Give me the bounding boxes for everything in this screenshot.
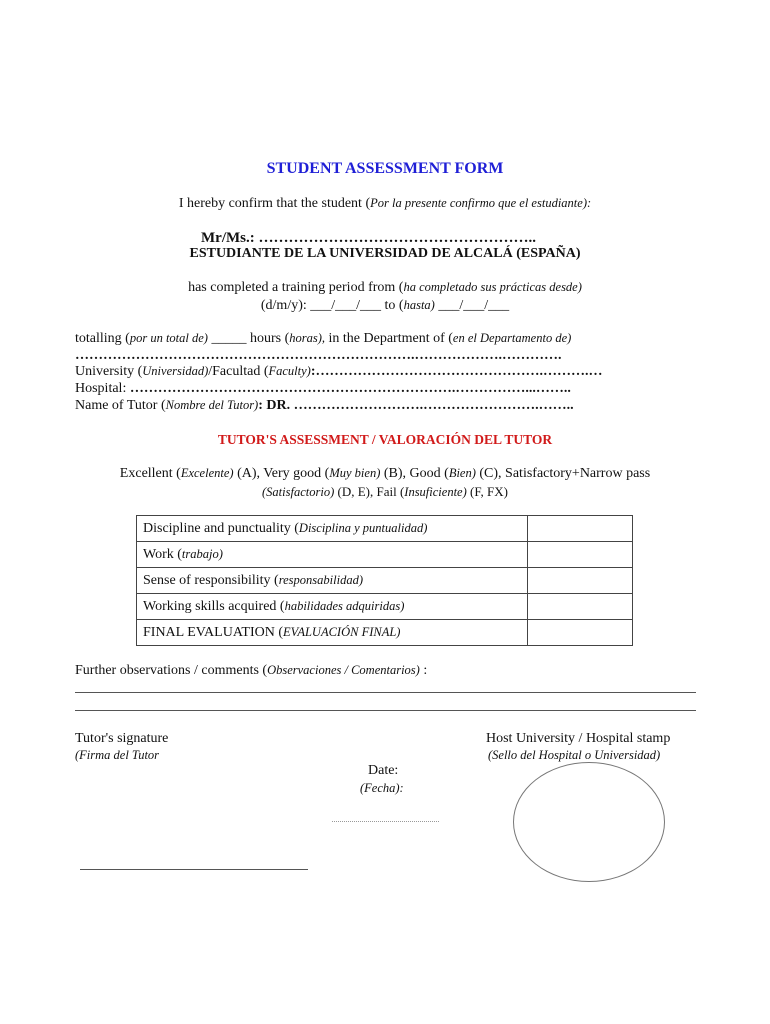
scale-b: Excelente) (180, 466, 234, 480)
university-d: Faculty) (268, 364, 311, 378)
scale-k: (F, FX) (466, 484, 508, 499)
scale-f: Bien) (448, 466, 476, 480)
stamp-label-es: (Sello del Hospital o Universidad) (488, 748, 661, 762)
tutors-assessment-heading: TUTOR'S ASSESSMENT / VALORACIÓN DEL TUTOR (217, 432, 553, 447)
dates-line (0, 298, 770, 314)
scale-j: Insuficiente) (404, 485, 467, 499)
date-label-es: (Fecha): (360, 781, 404, 795)
scale-g: (C), Satisfactory+Narrow pass (475, 466, 651, 481)
signature-label: Tutor's signature (75, 731, 169, 746)
date-label: Date: (368, 763, 399, 778)
university-line (75, 364, 603, 380)
criterion-en: Working skills acquired ( (143, 598, 285, 614)
criterion-es: Disciplina y puntualidad) (298, 520, 428, 535)
criterion-label (137, 620, 528, 646)
scale-i: (D, E), Fail ( (334, 484, 405, 499)
dates-hasta: hasta) (403, 298, 435, 312)
hospital-b: …………………………………………………………….……………...…….. (129, 381, 571, 396)
table-row (137, 542, 633, 568)
student-name-line: Mr/Ms.: ……………………………………………….. (201, 230, 536, 246)
period-line (0, 280, 770, 296)
tutor-line (75, 398, 574, 414)
table-row (137, 594, 633, 620)
criterion-en: Work ( (143, 546, 182, 562)
criterion-label (137, 542, 528, 568)
observations-es: Observaciones / Comentarios) (267, 663, 420, 677)
totalling-d: horas), (289, 331, 326, 345)
totalling-e: in the Department of ( (325, 331, 453, 346)
stamp-label: Host University / Hospital stamp (486, 731, 671, 746)
criterion-label (137, 594, 528, 620)
grade-field-final[interactable] (528, 620, 633, 646)
criterion-es: trabajo) (181, 546, 223, 561)
scale-a: Excellent ( (119, 466, 181, 481)
grading-scale-line-1 (0, 466, 770, 482)
dates-to: ___/___/___ (434, 298, 510, 313)
criterion-label (137, 568, 528, 594)
observations-line-1[interactable] (75, 692, 696, 693)
totalling-line (75, 331, 571, 347)
dates-from: (d/m/y): ___/___/___ to ( (260, 298, 404, 313)
table-row (137, 568, 633, 594)
university-b: Universidad) (142, 364, 209, 378)
grade-field-discipline[interactable] (528, 516, 633, 542)
observations-en: Further observations / comments ( (75, 663, 268, 678)
observations-label (75, 663, 427, 679)
period-en: has completed a training period from ( (188, 280, 404, 295)
criterion-es: EVALUACIÓN FINAL) (283, 624, 401, 639)
confirm-line (0, 196, 770, 212)
tutor-a: Name of Tutor ( (75, 398, 166, 413)
grade-field-work[interactable] (528, 542, 633, 568)
criterion-es: habilidades adquiridas) (284, 598, 405, 613)
totalling-f: en el Departamento de) (452, 331, 572, 345)
university-c: /Facultad ( (208, 364, 269, 379)
confirm-es: Por la presente confirmo que el estudiante): (370, 196, 592, 210)
criterion-es: responsabilidad) (278, 572, 363, 587)
grade-field-skills[interactable] (528, 594, 633, 620)
university-a: University ( (75, 364, 143, 379)
signature-field[interactable] (80, 869, 308, 870)
tutor-b: Nombre del Tutor) (165, 398, 259, 412)
scale-c: (A), Very good ( (233, 466, 330, 481)
table-row (137, 620, 633, 646)
hospital-a: Hospital: (75, 381, 130, 396)
criterion-en: Sense of responsibility ( (143, 572, 279, 588)
criterion-label (137, 516, 528, 542)
stamp-area[interactable] (513, 762, 665, 882)
tutor-c: : DR. ……………………….…………………….…….. (258, 398, 574, 413)
period-es: ha completado sus prácticas desde) (403, 280, 582, 294)
observations-line-2[interactable] (75, 710, 696, 711)
criterion-en: FINAL EVALUATION ( (143, 624, 283, 640)
hospital-line (75, 381, 571, 397)
totalling-b: por un total de) (129, 331, 208, 345)
university-statement: ESTUDIANTE DE LA UNIVERSIDAD DE ALCALÁ (ESPAÑA) (189, 246, 581, 261)
totalling-c: _____ hours ( (207, 331, 290, 346)
criterion-en: Discipline and punctuality ( (143, 520, 299, 536)
date-field[interactable] (332, 821, 439, 822)
scale-e: (B), Good ( (380, 466, 449, 481)
observations-end: : (419, 663, 428, 678)
scale-h: (Satisfactorio) (262, 485, 335, 499)
totalling-a: totalling ( (75, 331, 130, 346)
grading-scale-line-2 (0, 484, 770, 500)
form-title: STUDENT ASSESSMENT FORM (266, 160, 504, 177)
confirm-en: I hereby confirm that the student ( (178, 196, 371, 211)
university-e: :………………………………………….……….… (310, 364, 603, 379)
grade-field-responsibility[interactable] (528, 568, 633, 594)
evaluation-table (136, 515, 633, 646)
table-row (137, 516, 633, 542)
scale-d: Muy bien) (329, 466, 381, 480)
signature-label-es: (Firma del Tutor (75, 748, 160, 762)
department-dotline: ……………………………………………………………….……………….…………. (75, 348, 562, 363)
